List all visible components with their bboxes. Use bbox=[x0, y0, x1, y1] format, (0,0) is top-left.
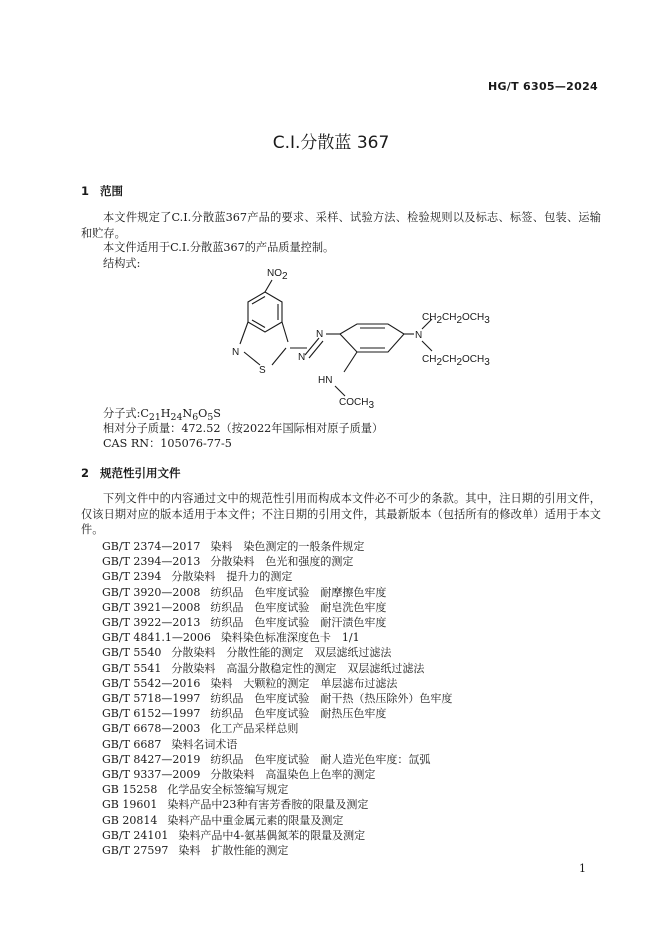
reference-title: 纺织品 色牢度试验 耐摩擦色牢度 bbox=[210, 585, 387, 599]
reference-title: 纺织品 色牢度试验 耐汗渍色牢度 bbox=[210, 616, 387, 630]
reference-code: GB/T 8427—2019 bbox=[102, 752, 201, 766]
reference-title: 染料 大颗粒的测定 单层滤布过滤法 bbox=[210, 676, 398, 690]
reference-title: 染料染色标准深度色卡 1/1 bbox=[220, 631, 360, 645]
reference-item bbox=[102, 661, 452, 676]
nitro-label: NO2 bbox=[267, 268, 288, 282]
reference-title: 染料产品中4-氨基偶氮苯的限量及测定 bbox=[178, 828, 366, 842]
reference-code: GB/T 5540 bbox=[102, 646, 162, 660]
reference-item bbox=[102, 752, 452, 767]
reference-code: GB/T 6152—1997 bbox=[102, 707, 201, 721]
reference-item bbox=[102, 843, 452, 858]
reference-code: GB/T 2374—2017 bbox=[102, 540, 201, 553]
standard-number: HG/T 6305—2024 bbox=[487, 80, 598, 93]
section-2-number: 2 bbox=[81, 466, 90, 480]
azo-bond bbox=[305, 338, 319, 355]
reference-code: GB 20814 bbox=[102, 813, 158, 827]
references-intro: 下列文件中的内容通过文中的规范性引用而构成本文件必不可少的条款。其中，注日期的引用文件，仅该日期对应的版本适用于本文件；不注日期的引用文件，其最新版本（包括所有的修改单）适用于本文件。 bbox=[81, 492, 601, 536]
reference-title: 纺织品 色牢度试验 耐热压色牢度 bbox=[210, 707, 387, 721]
reference-item bbox=[102, 828, 452, 843]
reference-title: 染料 扩散性能的测定 bbox=[178, 844, 289, 858]
reference-code: GB/T 3922—2013 bbox=[102, 616, 201, 630]
hn-label: HN bbox=[318, 375, 333, 386]
reference-code: GB/T 24101 bbox=[102, 828, 169, 842]
reference-code: GB/T 3921—2008 bbox=[102, 600, 201, 614]
reference-code: GB/T 3920—2008 bbox=[102, 585, 201, 599]
reference-code: GB/T 5541 bbox=[102, 661, 162, 675]
reference-item bbox=[102, 782, 452, 797]
azo-n2-label: N bbox=[316, 329, 324, 340]
reference-title: 纺织品 色牢度试验 耐人造光色牢度：氙弧 bbox=[210, 752, 431, 766]
molecular-mass: 相对分子质量：472.52（按2022年国际相对原子质量） bbox=[103, 422, 384, 435]
reference-item bbox=[102, 813, 452, 828]
reference-title: 纺织品 色牢度试验 耐皂洗色牢度 bbox=[210, 600, 387, 614]
reference-item bbox=[102, 554, 452, 569]
upper-chain-label: CH2CH2OCH3 bbox=[422, 312, 490, 326]
reference-title: 分散染料 提升力的测定 bbox=[171, 570, 293, 584]
reference-item bbox=[102, 569, 452, 584]
structure-label: 结构式: bbox=[103, 257, 141, 270]
reference-item bbox=[102, 706, 452, 721]
page-number: 1 bbox=[579, 862, 586, 875]
reference-code: GB 15258 bbox=[102, 783, 158, 797]
reference-item bbox=[102, 721, 452, 736]
section-2-heading bbox=[81, 465, 181, 481]
reference-code: GB/T 6678—2003 bbox=[102, 722, 201, 736]
reference-item bbox=[102, 645, 452, 660]
document-title: C.I.分散蓝 367 bbox=[272, 133, 390, 153]
section-1-heading bbox=[81, 183, 123, 199]
reference-item bbox=[102, 630, 452, 645]
section-1-title: 范围 bbox=[100, 184, 123, 198]
ring-nitrogen-label: N bbox=[232, 347, 240, 358]
reference-title: 染料名词术语 bbox=[171, 737, 238, 751]
isothiazole-ring bbox=[240, 322, 288, 365]
acetyl-label: COCH3 bbox=[339, 397, 375, 410]
reference-title: 分散染料 高温染色上色率的测定 bbox=[210, 768, 376, 782]
reference-title: 分散染料 色光和强度的测定 bbox=[210, 555, 354, 569]
reference-item bbox=[102, 691, 452, 706]
cas-number: CAS RN：105076-77-5 bbox=[103, 437, 232, 450]
reference-item bbox=[102, 600, 452, 615]
reference-code: GB/T 4841.1—2006 bbox=[102, 631, 211, 645]
reference-code: GB/T 2394—2013 bbox=[102, 555, 201, 569]
reference-title: 染料产品中重金属元素的限量及测定 bbox=[167, 813, 344, 827]
reference-code: GB/T 6687 bbox=[102, 737, 162, 751]
reference-item bbox=[102, 767, 452, 782]
section-2-title: 规范性引用文件 bbox=[100, 466, 181, 480]
reference-list bbox=[102, 539, 452, 858]
applicability-paragraph: 本文件适用于C.I.分散蓝367的产品质量控制。 bbox=[103, 241, 335, 254]
reference-item bbox=[102, 585, 452, 600]
reference-title: 染料产品中23种有害芳香胺的限量及测定 bbox=[167, 798, 369, 812]
azo-n1-label: N bbox=[298, 352, 306, 363]
formula-label: 分子式: bbox=[103, 407, 141, 420]
structural-formula bbox=[212, 262, 512, 410]
nitro-bond bbox=[265, 280, 272, 292]
reference-title: 纺织品 色牢度试验 耐干热（热压除外）色牢度 bbox=[210, 692, 453, 706]
reference-code: GB 19601 bbox=[102, 798, 158, 812]
reference-item bbox=[102, 737, 452, 752]
lower-chain-label: CH2CH2OCH3 bbox=[422, 354, 490, 368]
reference-title: 分散染料 高温分散稳定性的测定 双层滤纸过滤法 bbox=[171, 661, 425, 675]
formula-value: $C_{21}H_{24}N_6O_5S$ bbox=[140, 407, 221, 424]
reference-code: GB/T 2394 bbox=[102, 570, 162, 584]
scope-paragraph: 本文件规定了C.I.分散蓝367产品的要求、采样、试验方法、检验规则以及标志、标签、包装、运输和贮存。 bbox=[81, 211, 601, 240]
section-1-number: 1 bbox=[81, 184, 90, 198]
amine-n-label: N bbox=[415, 330, 423, 341]
reference-title: 分散染料 分散性能的测定 双层滤纸过滤法 bbox=[171, 646, 392, 660]
reference-item bbox=[102, 539, 452, 554]
reference-item bbox=[102, 615, 452, 630]
reference-code: GB/T 5542—2016 bbox=[102, 676, 201, 690]
reference-item bbox=[102, 676, 452, 691]
reference-title: 化工产品采样总则 bbox=[210, 722, 299, 736]
benzene-ring-fused bbox=[248, 292, 282, 332]
reference-title: 染料 染色测定的一般条件规定 bbox=[210, 540, 365, 553]
reference-code: GB/T 9337—2009 bbox=[102, 768, 201, 782]
reference-item bbox=[102, 797, 452, 812]
reference-code: GB/T 27597 bbox=[102, 844, 169, 858]
ring-sulfur-label: S bbox=[259, 365, 266, 376]
reference-code: GB/T 5718—1997 bbox=[102, 692, 201, 706]
benzene-ring-central bbox=[340, 324, 404, 352]
reference-title: 化学品安全标签编写规定 bbox=[167, 783, 289, 797]
